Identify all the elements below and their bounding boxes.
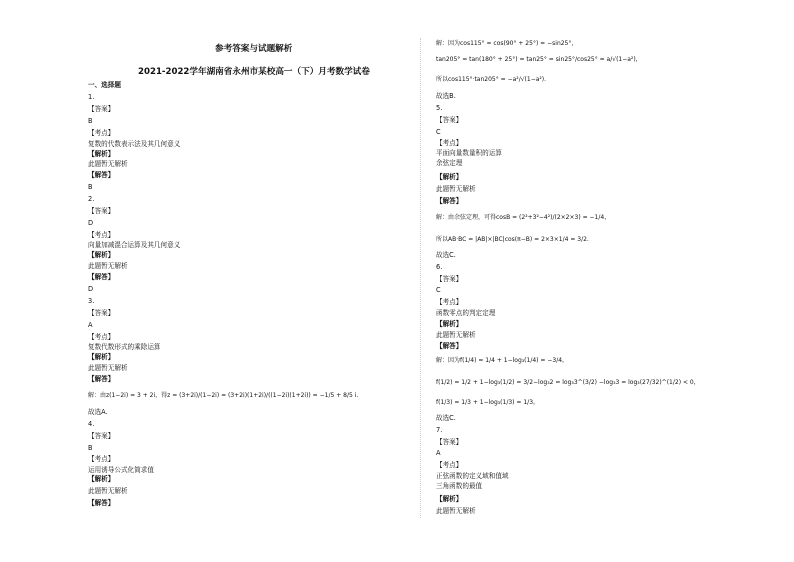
q3-conclusion: 故选A. [88, 408, 108, 416]
q6-solution-label: 【解答】 [436, 342, 463, 350]
q1-answer-label: 【答案】 [88, 105, 115, 113]
q6-point: 函数零点的判定定理 [436, 309, 496, 317]
q1-analysis: 此题暂无解析 [88, 160, 128, 168]
q6-solution-line2: f(1/2) = 1/2 + 1−log₃(1/2) = 3/2−log₃2 = log₃3^(3/2) −log₃3 = log₃(27/32)^(1/2) < 0， [436, 379, 700, 386]
q1-point-label: 【考点】 [88, 129, 115, 137]
q2-answer: D [88, 219, 94, 227]
q5-analysis: 此题暂无解析 [436, 185, 476, 193]
q6-solution-line3: f(1/3) = 1/3 + 1−log₃(1/3) = 1/3， [436, 399, 540, 406]
exam-title: 2021-2022学年湖南省永州市某校高一（下）月考数学试卷 [138, 67, 370, 77]
q5-solution-line1: 解：由余弦定理，可得cosB = (2²+3²−4²)/(2×2×3) = −1/4， [436, 214, 611, 221]
q1-solution: B [88, 183, 93, 191]
q4-solution-line1: 解：因为cos115° = cos(90° + 25°) = −sin25°， [436, 40, 578, 47]
q4-point-label: 【考点】 [88, 455, 115, 463]
q3-point: 复数代数形式的乘除运算 [88, 343, 161, 351]
q3-analysis-label: 【解析】 [88, 353, 115, 361]
q5-analysis-label: 【解析】 [436, 173, 463, 181]
q2-solution: D [88, 285, 94, 293]
q3-solution: 解：由z(1−2i) = 3 + 2i，得z = (3+2i)/(1−2i) = (3+2i)(1+2i)/((1−2i)(1+2i)) = −1/5 + 8/5 i. [88, 392, 359, 399]
q7-analysis: 此题暂无解析 [436, 507, 476, 515]
q4-conclusion: 故选B. [436, 92, 456, 100]
q2-answer-label: 【答案】 [88, 207, 115, 215]
q2-point: 向量加减混合运算及其几何意义 [88, 241, 181, 249]
q2-point-label: 【考点】 [88, 231, 115, 239]
q5-number: 5. [436, 104, 443, 112]
q7-number: 7. [436, 426, 443, 434]
q1-answer: B [88, 117, 93, 125]
q6-point-label: 【考点】 [436, 298, 463, 306]
q3-solution-label: 【解答】 [88, 375, 115, 383]
q3-answer: A [88, 321, 93, 329]
q1-solution-label: 【解答】 [88, 171, 115, 179]
q4-solution-line3: 所以cos115°·tan205° = −a²/√(1−a²). [436, 76, 547, 83]
q6-solution-line1: 解：因为f(1/4) = 1/4 + 1−log₃(1/4) = −3/4， [436, 357, 569, 364]
q1-analysis-label: 【解析】 [88, 150, 115, 158]
q3-answer-label: 【答案】 [88, 309, 115, 317]
q5-point-1: 平面向量数量积的运算 [436, 149, 502, 157]
page-title: 参考答案与试题解析 [215, 44, 293, 54]
q7-answer-label: 【答案】 [436, 438, 463, 446]
q1-point: 复数的代数表示法及其几何意义 [88, 140, 181, 148]
q7-analysis-label: 【解析】 [436, 495, 463, 503]
q6-number: 6. [436, 263, 443, 271]
q2-analysis: 此题暂无解析 [88, 262, 128, 270]
q2-solution-label: 【解答】 [88, 273, 115, 281]
q4-answer: B [88, 444, 93, 452]
q5-solution-label: 【解答】 [436, 197, 463, 205]
q6-conclusion: 故选C. [436, 414, 456, 422]
q5-answer: C [436, 128, 441, 136]
q7-answer: A [436, 449, 441, 457]
q4-analysis-label: 【解析】 [88, 475, 115, 483]
q5-conclusion: 故选C. [436, 251, 456, 259]
q6-answer: C [436, 286, 441, 294]
q3-point-label: 【考点】 [88, 333, 115, 341]
q5-solution-line2: 所以AB·BC = |AB|×|BC|cos(π−B) = 2×3×1/4 = 3/2. [436, 236, 589, 243]
q7-point-1: 正弦函数的定义域和值域 [436, 472, 509, 480]
q4-analysis: 此题暂无解析 [88, 487, 128, 495]
q4-number: 4. [88, 420, 95, 428]
q5-point-label: 【考点】 [436, 139, 463, 147]
q6-analysis: 此题暂无解析 [436, 331, 476, 339]
q6-analysis-label: 【解析】 [436, 320, 463, 328]
q2-analysis-label: 【解析】 [88, 251, 115, 259]
column-divider [420, 38, 421, 518]
q3-analysis: 此题暂无解析 [88, 364, 128, 372]
q6-answer-label: 【答案】 [436, 275, 463, 283]
q4-solution-line2: tan205° = tan(180° + 25°) = tan25° = sin25°/cos25° = a/√(1−a²)， [436, 56, 642, 63]
q4-answer-label: 【答案】 [88, 432, 115, 440]
q5-point-2: 余弦定理 [436, 159, 463, 167]
q4-solution-label: 【解答】 [88, 499, 115, 507]
section-heading: 一、选择题 [88, 81, 121, 89]
q5-answer-label: 【答案】 [436, 116, 463, 124]
q7-point-label: 【考点】 [436, 461, 463, 469]
q7-point-2: 三角函数的最值 [436, 482, 483, 490]
q4-point: 运用诱导公式化简求值 [88, 466, 154, 474]
q2-number: 2. [88, 195, 95, 203]
q3-number: 3. [88, 297, 95, 305]
q1-number: 1. [88, 93, 95, 101]
